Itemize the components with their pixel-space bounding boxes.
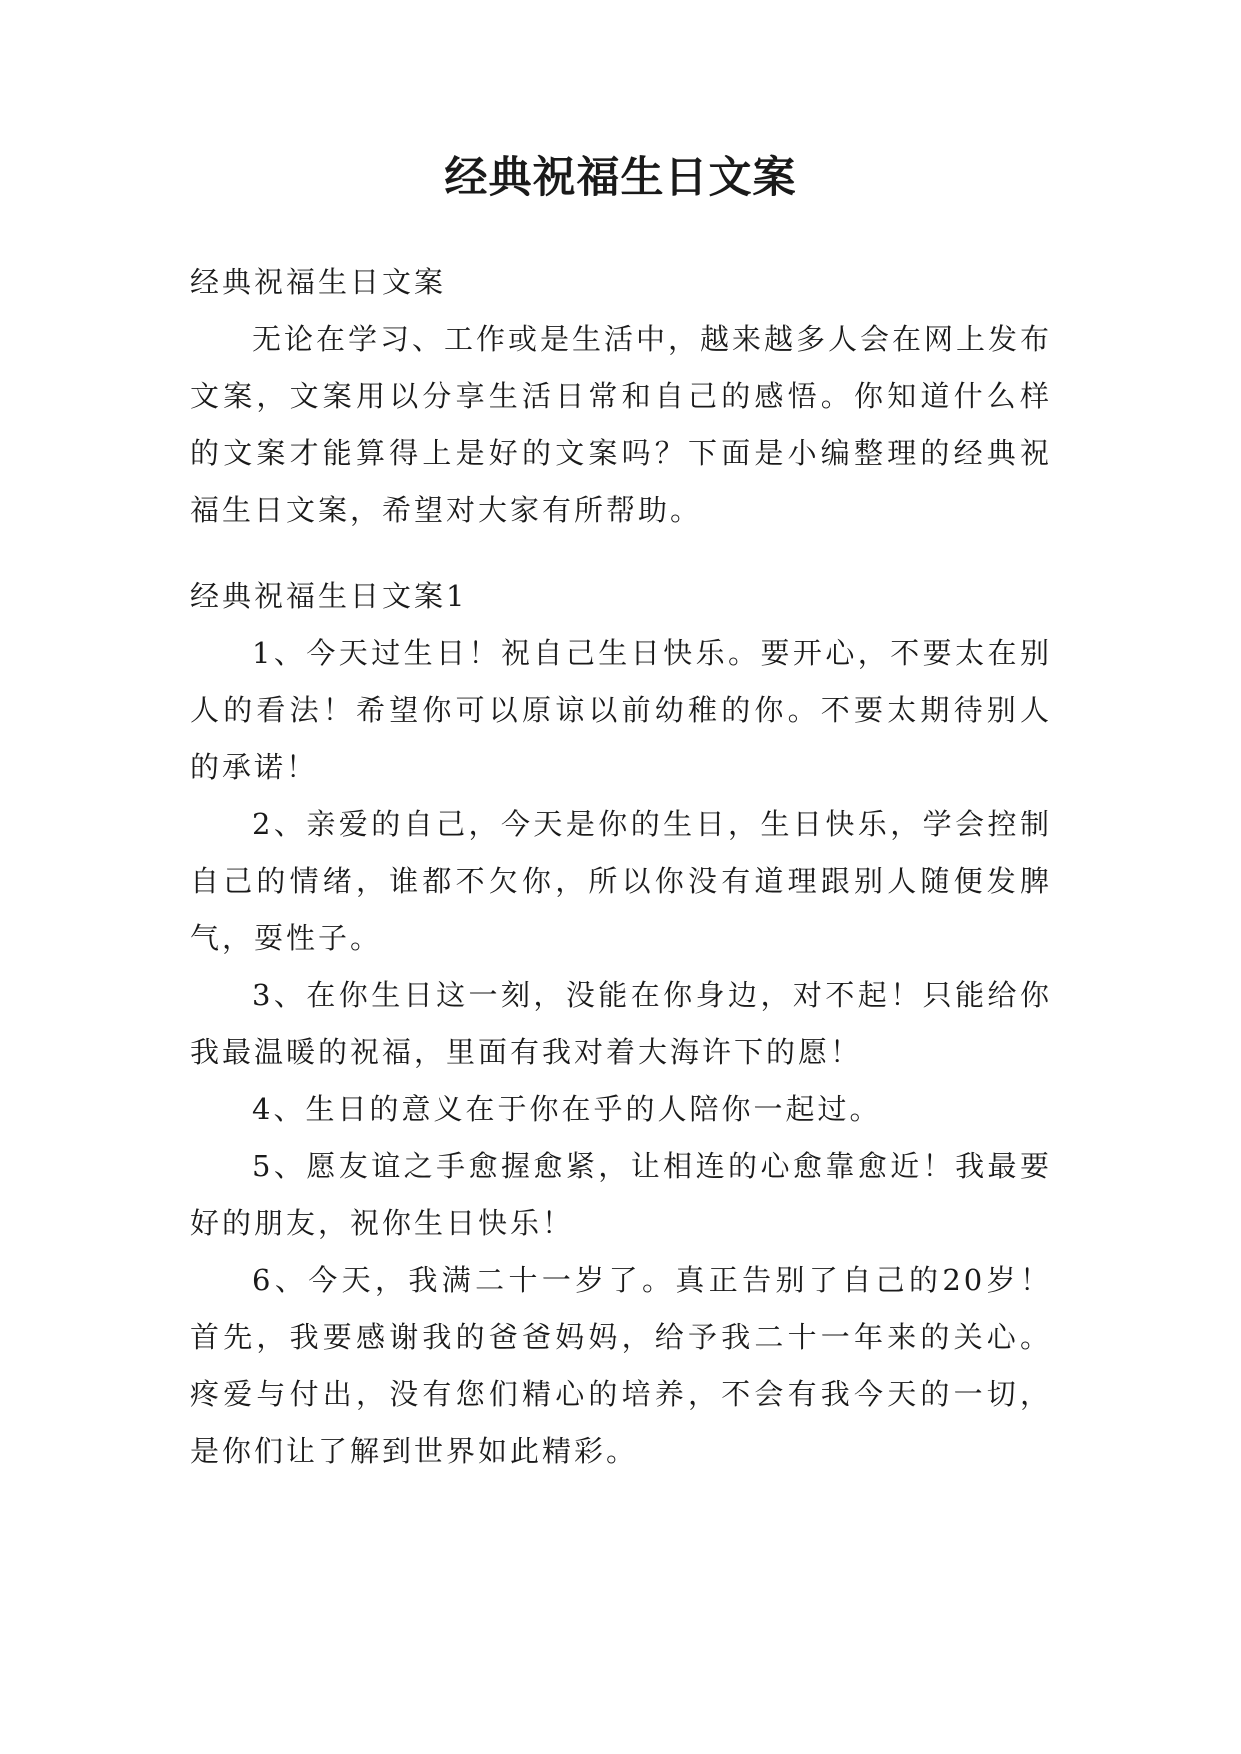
list-item: 3、在你生日这一刻，没能在你身边，对不起！只能给你我最温暖的祝福，里面有我对着大海许下的愿！ bbox=[190, 978, 1052, 1069]
document-title: 经典祝福生日文案 bbox=[444, 153, 797, 203]
list-item: 2、亲爱的自己，今天是你的生日，生日快乐，学会控制自己的情绪，谁都不欠你，所以你没有道理跟别人随便发脾气，耍性子。 bbox=[190, 807, 1052, 955]
section-heading: 经典祝福生日文案1 bbox=[190, 579, 468, 613]
list-item: 4、生日的意义在于你在乎的人陪你一起过。 bbox=[252, 1092, 882, 1126]
list-item: 6、今天，我满二十一岁了。真正告别了自己的20岁！首先，我要感谢我的爸爸妈妈，给予我二十一年来的关心。疼爱与付出，没有您们精心的培养，不会有我今天的一切，是你们让了解到世界如此精彩。 bbox=[190, 1263, 1052, 1468]
list-item: 1、今天过生日！祝自己生日快乐。要开心，不要太在别人的看法！希望你可以原谅以前幼稚的你。不要太期待别人的承诺！ bbox=[190, 636, 1052, 784]
list-item: 5、愿友谊之手愈握愈紧，让相连的心愈靠愈近！我最要好的朋友，祝你生日快乐！ bbox=[190, 1149, 1052, 1240]
intro-paragraph: 无论在学习、工作或是生活中，越来越多人会在网上发布文案，文案用以分享生活日常和自己的感悟。你知道什么样的文案才能算得上是好的文案吗？下面是小编整理的经典祝福生日文案，希望对大家有所帮助。 bbox=[190, 322, 1053, 527]
document-subtitle: 经典祝福生日文案 bbox=[190, 265, 447, 299]
